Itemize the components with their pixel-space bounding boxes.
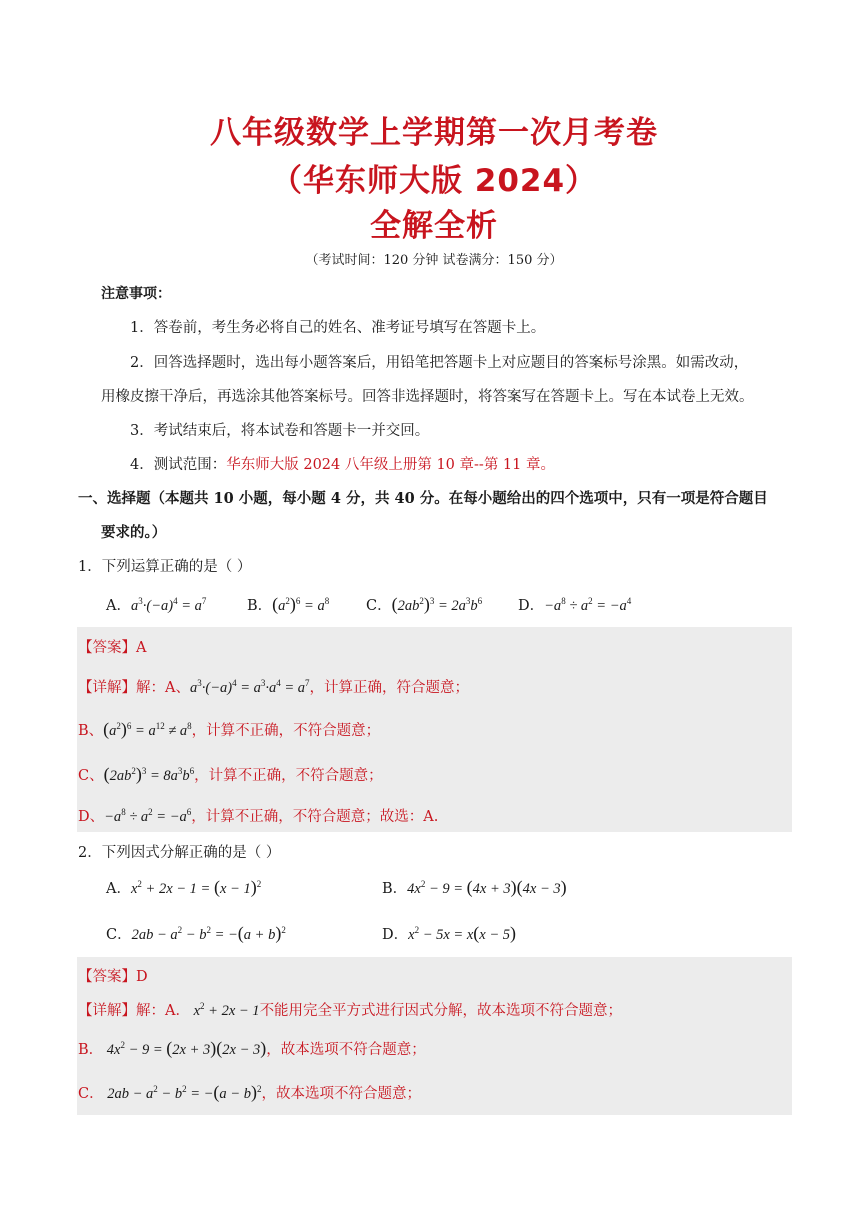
q1-stem: 1．下列运算正确的是（ ） [78, 559, 252, 575]
notes-item-4 [130, 453, 555, 474]
q2-detail-a: 【详解】解：A． $x^2 + 2x - 1$不能用完全平方式进行因式分解，故本选项不符合题意； [78, 1001, 623, 1019]
q2-option-c: C．$2ab - a^2 - b^2 = -(a + b)^2$ [106, 923, 286, 943]
notes-item-4-prefix: 4．测试范围： [130, 457, 227, 473]
q1-detail-d: D、$-a^8 \div a^2 = -a^6$，计算不正确，不符合题意；故选：A. [78, 807, 439, 825]
q1-detail-c: C、$(2ab^2)^3 = 8a^3b^6$，计算不正确，不符合题意； [78, 764, 383, 784]
section-heading-a: 一、选择题（本题共 10 小题，每小题 4 分，共 40 分。在每小题给出的四个选项中，只有一项是符合题目 [78, 490, 768, 507]
q2-stem: 2．下列因式分解正确的是（ ） [78, 845, 281, 861]
q1-option-a: A．$a^3\cdot(-a)^4 = a^7$ [106, 596, 207, 614]
notes-item-3: 3．考试结束后，将本试卷和答题卡一并交回。 [130, 423, 430, 439]
q1-option-d: D．$-a^8 \div a^2 = -a^4$ [518, 596, 632, 614]
notes-heading: 注意事项： [101, 286, 171, 302]
q1-option-b: B．$(a^2)^6 = a^8$ [247, 594, 330, 614]
title-line-1: 八年级数学上学期第一次月考卷 [210, 115, 658, 151]
q1-answer: 【答案】A [78, 640, 147, 656]
notes-item-1: 1．答卷前，考生务必将自己的姓名、准考证号填写在答题卡上。 [130, 320, 546, 336]
q1-option-c: C．$(2ab^2)^3 = 2a^3b^6$ [366, 594, 483, 614]
notes-item-2b: 用橡皮擦干净后，再选涂其他答案标号。回答非选择题时，将答案写在答题卡上。写在本试卷上无效。 [101, 389, 754, 405]
q2-option-b: B．$4x^2 - 9 = (4x + 3)(4x - 3)$ [382, 877, 567, 897]
title-line-3: 全解全析 [370, 208, 498, 244]
q1-detail-b: B、$(a^2)^6 = a^{12} \ne a^8$，计算不正确，不符合题意； [78, 719, 381, 739]
title-line-2: （华东师大版 2024） [270, 163, 598, 199]
q2-option-d: D．$x^2 - 5x = x(x - 5)$ [382, 923, 517, 943]
section-heading-b: 要求的。） [101, 524, 167, 541]
q2-detail-b: B． $4x^2 - 9 = (2x + 3)(2x - 3)$，故本选项不符合题意； [78, 1038, 426, 1058]
exam-info: （考试时间：120 分钟 试卷满分：150 分） [305, 253, 563, 268]
test-range: 华东师大版 2024 八年级上册第 10 章--第 11 章。 [226, 457, 555, 473]
q2-detail-c: C． $2ab - a^2 - b^2 = -(a - b)^2$，故本选项不符合题意； [78, 1082, 421, 1102]
q1-detail-a: 【详解】解：A、$a^3\cdot(-a)^4 = a^3\cdot a^4 = a^7$，计算正确，符合题意； [78, 678, 470, 696]
notes-item-2a: 2．回答选择题时，选出每小题答案后，用铅笔把答题卡上对应题目的答案标号涂黑。如需改动， [130, 355, 749, 371]
q2-option-a: A．$x^2 + 2x - 1 = (x - 1)^2$ [106, 877, 262, 897]
q2-answer: 【答案】D [78, 969, 148, 985]
